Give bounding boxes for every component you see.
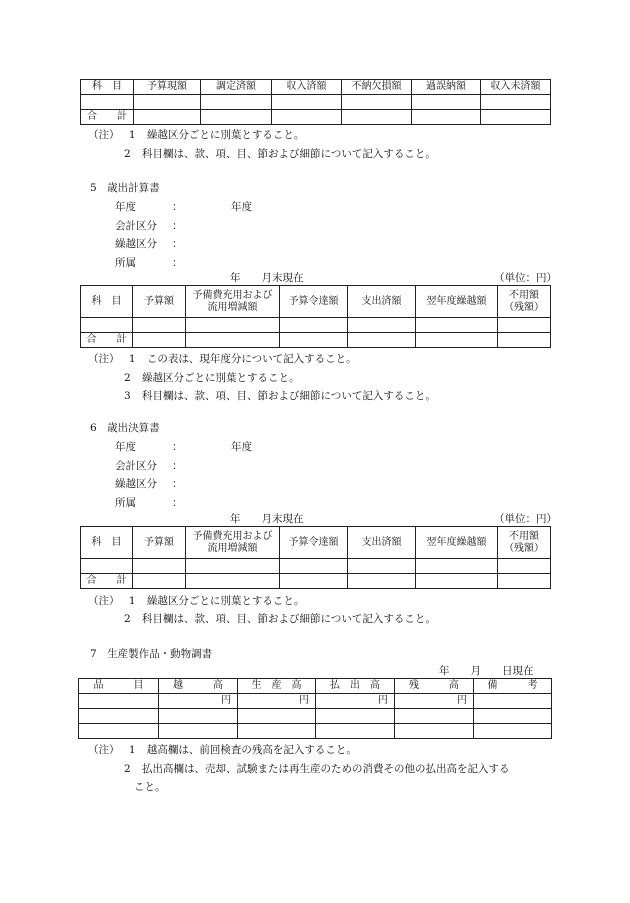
header-cell: 予備費充用および流用増減額: [186, 527, 280, 559]
table-header-row: [81, 286, 551, 318]
header-cell: 不用額（残額）: [498, 527, 551, 559]
note-line: [124, 147, 436, 161]
header-cell: 支出済額: [348, 527, 416, 559]
note-text: 繰越区分ごとに別葉とすること。: [146, 595, 305, 607]
note-line: [88, 743, 357, 757]
header-cell: 科 目: [81, 527, 133, 559]
field-label: 年度: [115, 441, 136, 453]
note-prefix: （注）: [88, 129, 120, 141]
header-cell: 予算現額: [134, 80, 201, 95]
products-table: [78, 678, 552, 739]
note-number: 1: [128, 353, 136, 365]
note-number: 2: [124, 763, 131, 775]
table-header-row: [81, 80, 551, 95]
table-header-row: [81, 527, 551, 559]
header-cell: 備 考: [474, 679, 552, 694]
section-title: 7 生産製作品・動物調書: [90, 648, 213, 660]
yen-unit: 円: [159, 694, 238, 709]
field-label: 年度: [115, 201, 136, 213]
table-row: [81, 318, 551, 333]
header-cell: 越 高: [159, 679, 238, 694]
yen-unit: 円: [395, 694, 474, 709]
table-row: [81, 559, 551, 574]
date-line: 年 月末現在: [230, 272, 304, 284]
note-number: 2: [124, 372, 131, 384]
note-line: [124, 762, 510, 776]
header-cell: 不納欠損額: [342, 80, 412, 95]
header-cell: 予算令達額: [280, 527, 348, 559]
field-colon: ：: [172, 220, 183, 232]
note-line: [88, 352, 357, 366]
total-label: 合 計: [81, 574, 133, 589]
note-text: 繰越区分ごとに別葉とすること。: [146, 129, 305, 141]
field-value: 年度: [231, 201, 252, 213]
header-cell: 予算令達額: [280, 286, 348, 318]
note-prefix: （注）: [88, 595, 120, 607]
header-cell: 収入済額: [272, 80, 342, 95]
note-line: [134, 780, 166, 794]
section-title: 6 歳出決算書: [90, 422, 160, 434]
note-text: 科目欄は、款、項、目、節および細節について記入すること。: [142, 148, 436, 160]
date-line: 年 月 日現在: [439, 665, 534, 677]
note-text: この表は、現年度分について記入すること。: [146, 353, 357, 365]
note-line: [124, 371, 300, 385]
header-cell: 科 目: [81, 286, 133, 318]
unit-label: （単位：円）: [494, 513, 557, 525]
note-text: 科目欄は、款、項、目、節および細節について記入すること。: [142, 390, 436, 402]
revenue-table: [80, 79, 551, 125]
table-total-row: [81, 333, 551, 348]
header-cell: 予算額: [133, 286, 186, 318]
table-row: [81, 95, 551, 110]
field-label: 会計区分: [115, 220, 157, 232]
note-number: 3: [124, 390, 131, 402]
field-colon: ：: [172, 257, 183, 269]
field-label: 繰越区分: [115, 238, 157, 250]
field-colon: ：: [172, 201, 183, 213]
note-text: 越高欄は、前回検査の残高を記入すること。: [146, 744, 357, 756]
table-total-row: [81, 574, 551, 589]
header-cell: 払 出 高: [316, 679, 395, 694]
header-cell: 支出済額: [348, 286, 416, 318]
field-label: 繰越区分: [115, 478, 157, 490]
header-cell: 翌年度繰越額: [416, 286, 498, 318]
table-total-row: [81, 110, 551, 125]
note-prefix: （注）: [88, 744, 120, 756]
field-colon: ：: [172, 441, 183, 453]
header-cell: 科 目: [81, 80, 134, 95]
header-cell: 予備費充用および流用増減額: [186, 286, 280, 318]
header-cell: 翌年度繰越額: [416, 527, 498, 559]
total-label: 合 計: [81, 110, 134, 125]
note-text: 繰越区分ごとに別葉とすること。: [142, 372, 300, 384]
header-cell: 調定済額: [201, 80, 272, 95]
table-row: [79, 694, 552, 709]
note-line: [124, 389, 436, 403]
note-line: [88, 128, 304, 142]
table-header-row: [79, 679, 552, 694]
header-cell: 予算額: [133, 527, 186, 559]
note-line: [88, 594, 304, 608]
expenditure-calc-table: [80, 285, 551, 348]
table-row: [79, 724, 552, 739]
yen-unit: 円: [238, 694, 316, 709]
field-colon: ：: [172, 238, 183, 250]
field-value: 年度: [231, 441, 252, 453]
header-cell: 残 高: [395, 679, 474, 694]
date-line: 年 月末現在: [230, 513, 304, 525]
table-row: [79, 709, 552, 724]
note-text: 払出高欄は、売却、試験または再生産のための消費その他の払出高を記入する: [142, 763, 510, 775]
header-cell: 品 目: [79, 679, 159, 694]
unit-label: （単位：円）: [494, 272, 557, 284]
field-label: 会計区分: [115, 460, 157, 472]
note-text: 科目欄は、款、項、目、節および細節について記入すること。: [142, 613, 436, 625]
total-label: 合 計: [81, 333, 133, 348]
header-cell: 収入未済額: [481, 80, 551, 95]
header-cell: 過誤納額: [412, 80, 481, 95]
field-colon: ：: [172, 478, 183, 490]
field-label: 所属: [115, 257, 136, 269]
note-number: 2: [124, 613, 131, 625]
note-number: 1: [128, 595, 136, 607]
note-line: [124, 612, 436, 626]
header-cell: 不用額（残額）: [498, 286, 551, 318]
field-colon: ：: [172, 460, 183, 472]
note-number: 2: [124, 148, 131, 160]
note-prefix: （注）: [88, 353, 120, 365]
section-title: 5 歳出計算書: [90, 182, 160, 194]
note-text: こと。: [134, 781, 166, 793]
note-number: 1: [128, 129, 136, 141]
note-number: 1: [128, 744, 136, 756]
header-cell: 生 産 高: [238, 679, 316, 694]
expenditure-settlement-table: [80, 526, 551, 589]
yen-unit: 円: [316, 694, 395, 709]
field-label: 所属: [115, 497, 136, 509]
field-colon: ：: [172, 497, 183, 509]
